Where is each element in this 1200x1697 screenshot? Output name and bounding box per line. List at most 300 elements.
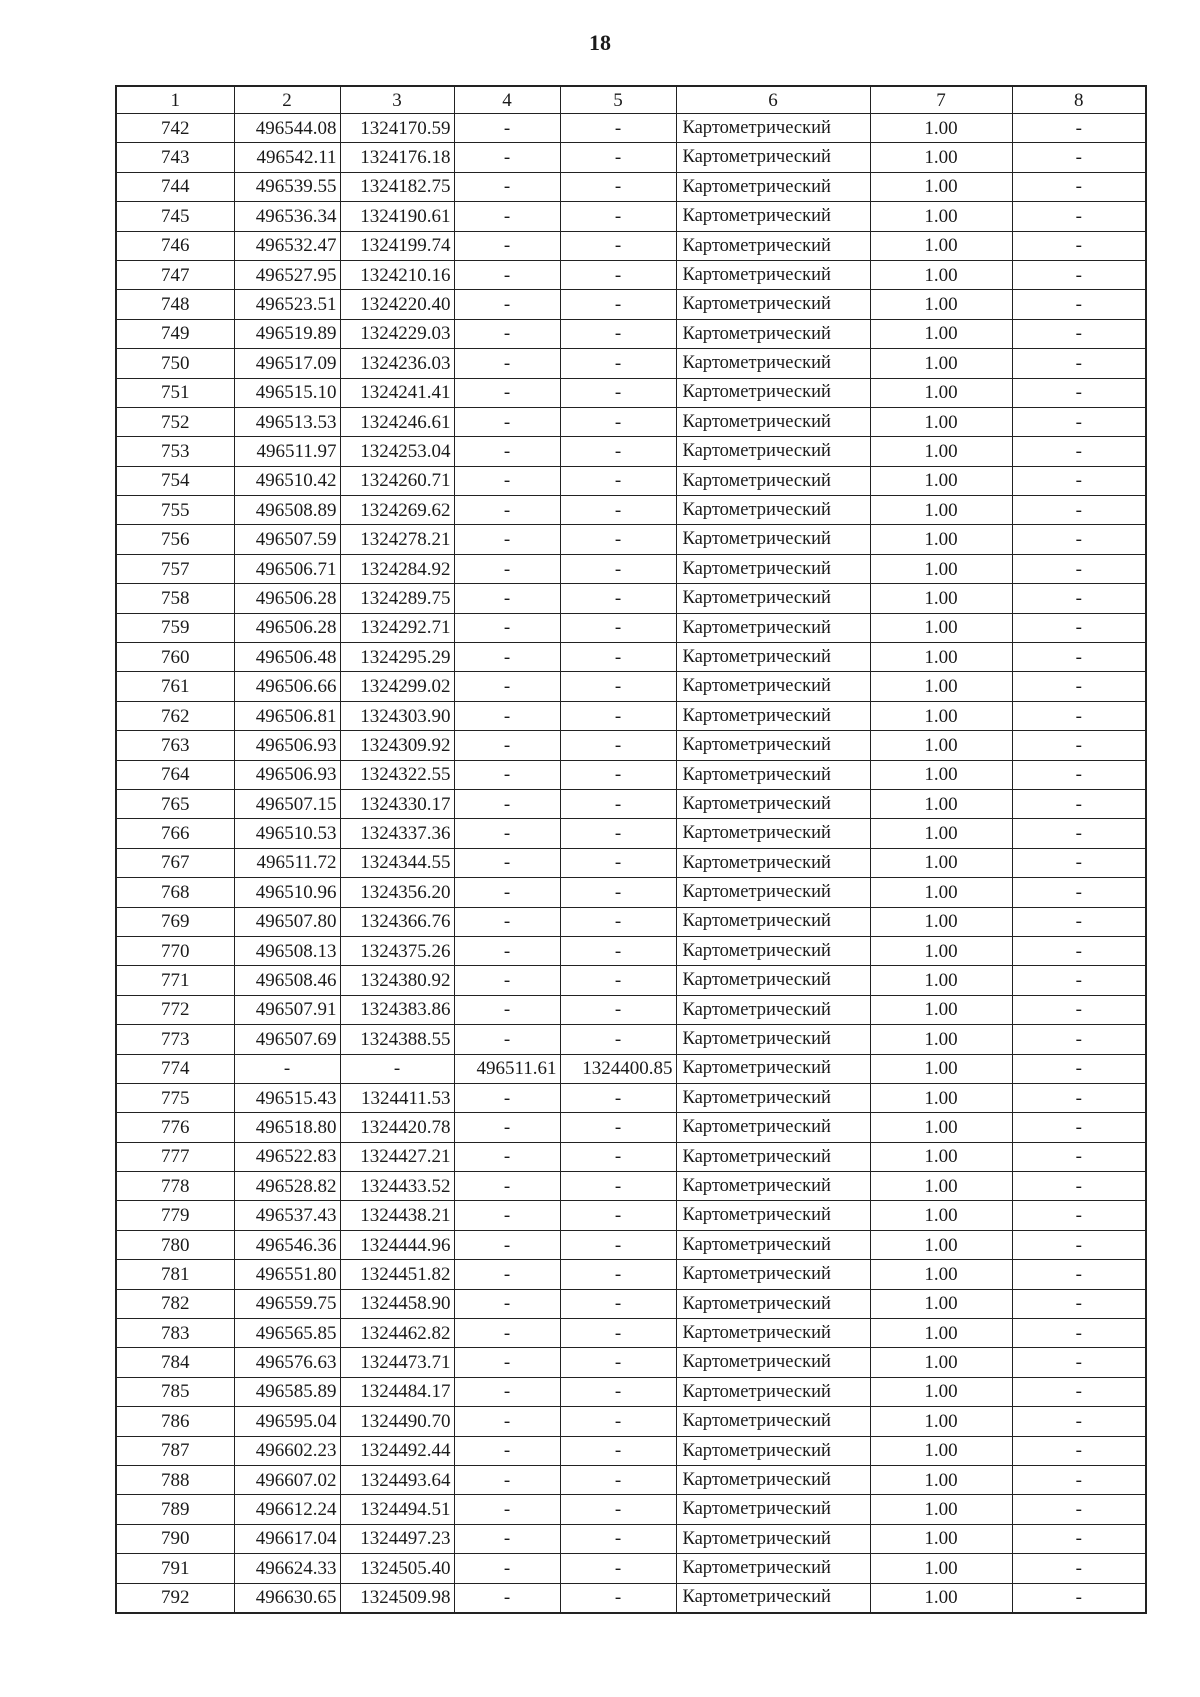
table-cell-col-6: Картометрический bbox=[676, 1201, 870, 1230]
column-header-4: 4 bbox=[454, 86, 560, 114]
table-cell-col-7: 1.00 bbox=[870, 819, 1012, 848]
table-cell-col-3: 1324220.40 bbox=[340, 290, 454, 319]
table-cell-col-2: 496602.23 bbox=[234, 1436, 340, 1465]
table-row bbox=[116, 1201, 1146, 1230]
table-cell-col-3: 1324337.36 bbox=[340, 819, 454, 848]
table-cell-col-2: 496506.28 bbox=[234, 584, 340, 613]
table-cell-col-6: Картометрический bbox=[676, 1054, 870, 1083]
table-cell-col-1: 749 bbox=[116, 319, 234, 348]
table-cell-col-2: 496565.85 bbox=[234, 1319, 340, 1348]
table-cell-col-6: Картометрический bbox=[676, 672, 870, 701]
table-cell-col-2: 496510.42 bbox=[234, 466, 340, 495]
table-row bbox=[116, 731, 1146, 760]
table-row bbox=[116, 789, 1146, 818]
table-cell-col-4: - bbox=[454, 1554, 560, 1583]
table-cell-col-3: 1324444.96 bbox=[340, 1230, 454, 1259]
table-cell-col-5: - bbox=[560, 554, 676, 583]
table-cell-col-3: 1324322.55 bbox=[340, 760, 454, 789]
table-cell-col-8: - bbox=[1012, 1319, 1146, 1348]
table-cell-col-7: 1.00 bbox=[870, 1348, 1012, 1377]
table-cell-col-5: - bbox=[560, 584, 676, 613]
table-cell-col-4: - bbox=[454, 319, 560, 348]
table-cell-col-7: 1.00 bbox=[870, 672, 1012, 701]
table-cell-col-6: Картометрический bbox=[676, 319, 870, 348]
table-cell-col-6: Картометрический bbox=[676, 1583, 870, 1613]
table-row bbox=[116, 1142, 1146, 1171]
column-header-5: 5 bbox=[560, 86, 676, 114]
table-cell-col-2: 496511.72 bbox=[234, 848, 340, 877]
table-cell-col-6: Картометрический bbox=[676, 1436, 870, 1465]
table-cell-col-1: 768 bbox=[116, 878, 234, 907]
table-cell-col-1: 775 bbox=[116, 1083, 234, 1112]
table-cell-col-2: 496506.81 bbox=[234, 701, 340, 730]
table-cell-col-1: 776 bbox=[116, 1113, 234, 1142]
table-cell-col-6: Картометрический bbox=[676, 701, 870, 730]
table-cell-col-3: 1324493.64 bbox=[340, 1465, 454, 1494]
table-cell-col-6: Картометрический bbox=[676, 349, 870, 378]
table-cell-col-7: 1.00 bbox=[870, 1407, 1012, 1436]
table-cell-col-7: 1.00 bbox=[870, 1201, 1012, 1230]
table-cell-col-5: - bbox=[560, 1201, 676, 1230]
table-row bbox=[116, 231, 1146, 260]
table-cell-col-5: - bbox=[560, 202, 676, 231]
table-row bbox=[116, 966, 1146, 995]
table-cell-col-5: - bbox=[560, 437, 676, 466]
table-cell-col-2: 496510.96 bbox=[234, 878, 340, 907]
table-cell-col-2: 496511.97 bbox=[234, 437, 340, 466]
table-cell-col-8: - bbox=[1012, 496, 1146, 525]
table-cell-col-1: 755 bbox=[116, 496, 234, 525]
table-row bbox=[116, 584, 1146, 613]
table-cell-col-4: - bbox=[454, 1583, 560, 1613]
table-cell-col-4: - bbox=[454, 643, 560, 672]
table-cell-col-6: Картометрический bbox=[676, 936, 870, 965]
table-row bbox=[116, 995, 1146, 1024]
table-cell-col-3: 1324509.98 bbox=[340, 1583, 454, 1613]
table-cell-col-5: - bbox=[560, 613, 676, 642]
table-cell-col-5: - bbox=[560, 1377, 676, 1406]
table-cell-col-1: 783 bbox=[116, 1319, 234, 1348]
table-cell-col-3: 1324375.26 bbox=[340, 936, 454, 965]
table-cell-col-8: - bbox=[1012, 819, 1146, 848]
table-header-row bbox=[116, 86, 1146, 114]
table-cell-col-1: 774 bbox=[116, 1054, 234, 1083]
table-cell-col-6: Картометрический bbox=[676, 466, 870, 495]
table-cell-col-1: 784 bbox=[116, 1348, 234, 1377]
table-cell-col-1: 751 bbox=[116, 378, 234, 407]
table-cell-col-3: 1324303.90 bbox=[340, 701, 454, 730]
table-cell-col-1: 746 bbox=[116, 231, 234, 260]
table-cell-col-7: 1.00 bbox=[870, 760, 1012, 789]
table-cell-col-1: 780 bbox=[116, 1230, 234, 1259]
table-cell-col-1: 782 bbox=[116, 1289, 234, 1318]
table-cell-col-6: Картометрический bbox=[676, 554, 870, 583]
table-cell-col-3: 1324199.74 bbox=[340, 231, 454, 260]
table-cell-col-6: Картометрический bbox=[676, 437, 870, 466]
table-cell-col-5: - bbox=[560, 907, 676, 936]
table-cell-col-2: 496537.43 bbox=[234, 1201, 340, 1230]
table-cell-col-6: Картометрический bbox=[676, 1319, 870, 1348]
table-cell-col-2: 496506.48 bbox=[234, 643, 340, 672]
table-cell-col-1: 757 bbox=[116, 554, 234, 583]
table-cell-col-2: 496607.02 bbox=[234, 1465, 340, 1494]
table-cell-col-8: - bbox=[1012, 1201, 1146, 1230]
table-cell-col-1: 786 bbox=[116, 1407, 234, 1436]
table-cell-col-8: - bbox=[1012, 114, 1146, 143]
table-cell-col-8: - bbox=[1012, 936, 1146, 965]
table-cell-col-4: - bbox=[454, 1025, 560, 1054]
table-cell-col-2: 496508.89 bbox=[234, 496, 340, 525]
table-row bbox=[116, 1230, 1146, 1259]
table-cell-col-8: - bbox=[1012, 525, 1146, 554]
table-row bbox=[116, 260, 1146, 289]
table-cell-col-6: Картометрический bbox=[676, 878, 870, 907]
table-cell-col-8: - bbox=[1012, 1465, 1146, 1494]
table-cell-col-5: - bbox=[560, 496, 676, 525]
table-cell-col-8: - bbox=[1012, 1289, 1146, 1318]
table-cell-col-2: 496630.65 bbox=[234, 1583, 340, 1613]
column-header-1: 1 bbox=[116, 86, 234, 114]
table-row bbox=[116, 143, 1146, 172]
table-cell-col-3: 1324433.52 bbox=[340, 1172, 454, 1201]
table-cell-col-3: 1324411.53 bbox=[340, 1083, 454, 1112]
table-cell-col-5: - bbox=[560, 701, 676, 730]
table-cell-col-6: Картометрический bbox=[676, 290, 870, 319]
table-cell-col-8: - bbox=[1012, 1054, 1146, 1083]
table-cell-col-3: 1324451.82 bbox=[340, 1260, 454, 1289]
table-cell-col-1: 743 bbox=[116, 143, 234, 172]
table-row bbox=[116, 1407, 1146, 1436]
table-cell-col-4: - bbox=[454, 1083, 560, 1112]
table-cell-col-5: - bbox=[560, 1495, 676, 1524]
table-cell-col-6: Картометрический bbox=[676, 1172, 870, 1201]
table-cell-col-1: 789 bbox=[116, 1495, 234, 1524]
table-cell-col-5: - bbox=[560, 819, 676, 848]
table-cell-col-8: - bbox=[1012, 672, 1146, 701]
table-cell-col-3: 1324176.18 bbox=[340, 143, 454, 172]
table-cell-col-5: - bbox=[560, 760, 676, 789]
table-cell-col-3: 1324284.92 bbox=[340, 554, 454, 583]
table-cell-col-3: 1324356.20 bbox=[340, 878, 454, 907]
table-row bbox=[116, 114, 1146, 143]
table-cell-col-8: - bbox=[1012, 1142, 1146, 1171]
table-cell-col-6: Картометрический bbox=[676, 496, 870, 525]
table-cell-col-1: 772 bbox=[116, 995, 234, 1024]
table-cell-col-2: 496506.93 bbox=[234, 731, 340, 760]
table-cell-col-8: - bbox=[1012, 760, 1146, 789]
table-cell-col-1: 785 bbox=[116, 1377, 234, 1406]
column-header-6: 6 bbox=[676, 86, 870, 114]
table-cell-col-2: 496517.09 bbox=[234, 349, 340, 378]
table-cell-col-1: 771 bbox=[116, 966, 234, 995]
table-cell-col-6: Картометрический bbox=[676, 1142, 870, 1171]
table-cell-col-4: - bbox=[454, 848, 560, 877]
table-row bbox=[116, 437, 1146, 466]
table-cell-col-5: - bbox=[560, 172, 676, 201]
table-cell-col-1: 760 bbox=[116, 643, 234, 672]
table-cell-col-2: 496536.34 bbox=[234, 202, 340, 231]
table-cell-col-7: 1.00 bbox=[870, 878, 1012, 907]
table-cell-col-6: Картометрический bbox=[676, 378, 870, 407]
table-body bbox=[116, 114, 1146, 1613]
table-cell-col-5: - bbox=[560, 1348, 676, 1377]
table-cell-col-3: 1324366.76 bbox=[340, 907, 454, 936]
table-cell-col-5: - bbox=[560, 995, 676, 1024]
table-cell-col-4: - bbox=[454, 936, 560, 965]
table-row bbox=[116, 1319, 1146, 1348]
table-cell-col-1: 790 bbox=[116, 1524, 234, 1553]
table-cell-col-8: - bbox=[1012, 319, 1146, 348]
table-cell-col-7: 1.00 bbox=[870, 1230, 1012, 1259]
table-cell-col-8: - bbox=[1012, 1377, 1146, 1406]
table-cell-col-6: Картометрический bbox=[676, 613, 870, 642]
table-cell-col-5: - bbox=[560, 1083, 676, 1112]
table-cell-col-2: 496551.80 bbox=[234, 1260, 340, 1289]
table-cell-col-5: - bbox=[560, 349, 676, 378]
table-cell-col-8: - bbox=[1012, 643, 1146, 672]
table-cell-col-7: 1.00 bbox=[870, 848, 1012, 877]
table-cell-col-5: 1324400.85 bbox=[560, 1054, 676, 1083]
table-cell-col-5: - bbox=[560, 1289, 676, 1318]
table-cell-col-1: 758 bbox=[116, 584, 234, 613]
table-cell-col-1: 770 bbox=[116, 936, 234, 965]
table-cell-col-1: 767 bbox=[116, 848, 234, 877]
table-row bbox=[116, 1083, 1146, 1112]
table-cell-col-5: - bbox=[560, 1319, 676, 1348]
table-cell-col-4: - bbox=[454, 202, 560, 231]
table-cell-col-3: 1324278.21 bbox=[340, 525, 454, 554]
table-cell-col-8: - bbox=[1012, 290, 1146, 319]
table-cell-col-8: - bbox=[1012, 1348, 1146, 1377]
table-cell-col-4: - bbox=[454, 554, 560, 583]
table-cell-col-6: Картометрический bbox=[676, 114, 870, 143]
table-cell-col-8: - bbox=[1012, 966, 1146, 995]
table-cell-col-4: - bbox=[454, 995, 560, 1024]
table-cell-col-1: 773 bbox=[116, 1025, 234, 1054]
table-cell-col-2: 496544.08 bbox=[234, 114, 340, 143]
table-cell-col-2: 496515.10 bbox=[234, 378, 340, 407]
table-cell-col-8: - bbox=[1012, 172, 1146, 201]
table-row bbox=[116, 172, 1146, 201]
table-cell-col-7: 1.00 bbox=[870, 1319, 1012, 1348]
table-cell-col-7: 1.00 bbox=[870, 701, 1012, 730]
table-cell-col-7: 1.00 bbox=[870, 995, 1012, 1024]
table-cell-col-8: - bbox=[1012, 907, 1146, 936]
table-cell-col-5: - bbox=[560, 1142, 676, 1171]
table-cell-col-5: - bbox=[560, 1436, 676, 1465]
table-row bbox=[116, 1348, 1146, 1377]
table-cell-col-6: Картометрический bbox=[676, 1025, 870, 1054]
table-cell-col-7: 1.00 bbox=[870, 1436, 1012, 1465]
table-cell-col-5: - bbox=[560, 1025, 676, 1054]
table-cell-col-2: 496612.24 bbox=[234, 1495, 340, 1524]
table-cell-col-3: 1324388.55 bbox=[340, 1025, 454, 1054]
table-cell-col-6: Картометрический bbox=[676, 1524, 870, 1553]
table-cell-col-4: - bbox=[454, 378, 560, 407]
table-cell-col-2: 496510.53 bbox=[234, 819, 340, 848]
column-header-2: 2 bbox=[234, 86, 340, 114]
table-cell-col-2: 496542.11 bbox=[234, 143, 340, 172]
table-row bbox=[116, 407, 1146, 436]
table-cell-col-7: 1.00 bbox=[870, 1465, 1012, 1494]
table-cell-col-7: 1.00 bbox=[870, 466, 1012, 495]
table-cell-col-7: 1.00 bbox=[870, 349, 1012, 378]
table-row bbox=[116, 907, 1146, 936]
table-cell-col-5: - bbox=[560, 114, 676, 143]
table-cell-col-7: 1.00 bbox=[870, 1083, 1012, 1112]
table-row bbox=[116, 554, 1146, 583]
table-cell-col-3: - bbox=[340, 1054, 454, 1083]
table-cell-col-4: 496511.61 bbox=[454, 1054, 560, 1083]
table-cell-col-4: - bbox=[454, 701, 560, 730]
table-cell-col-4: - bbox=[454, 1348, 560, 1377]
table-cell-col-8: - bbox=[1012, 1407, 1146, 1436]
table-cell-col-6: Картометрический bbox=[676, 1377, 870, 1406]
table-cell-col-6: Картометрический bbox=[676, 643, 870, 672]
table-cell-col-8: - bbox=[1012, 1495, 1146, 1524]
table-cell-col-6: Картометрический bbox=[676, 1495, 870, 1524]
table-cell-col-8: - bbox=[1012, 1083, 1146, 1112]
table-cell-col-8: - bbox=[1012, 1436, 1146, 1465]
table-cell-col-7: 1.00 bbox=[870, 643, 1012, 672]
table-cell-col-8: - bbox=[1012, 848, 1146, 877]
table-cell-col-3: 1324380.92 bbox=[340, 966, 454, 995]
table-cell-col-5: - bbox=[560, 1554, 676, 1583]
table-row bbox=[116, 1172, 1146, 1201]
table-cell-col-1: 747 bbox=[116, 260, 234, 289]
table-cell-col-4: - bbox=[454, 407, 560, 436]
table-cell-col-4: - bbox=[454, 349, 560, 378]
table-cell-col-6: Картометрический bbox=[676, 789, 870, 818]
table-cell-col-7: 1.00 bbox=[870, 202, 1012, 231]
table-cell-col-3: 1324292.71 bbox=[340, 613, 454, 642]
table-cell-col-3: 1324170.59 bbox=[340, 114, 454, 143]
table-cell-col-2: 496527.95 bbox=[234, 260, 340, 289]
table-cell-col-5: - bbox=[560, 731, 676, 760]
table-cell-col-1: 745 bbox=[116, 202, 234, 231]
table-cell-col-3: 1324236.03 bbox=[340, 349, 454, 378]
table-cell-col-2: 496513.53 bbox=[234, 407, 340, 436]
table-row bbox=[116, 525, 1146, 554]
table-cell-col-7: 1.00 bbox=[870, 114, 1012, 143]
table-cell-col-1: 765 bbox=[116, 789, 234, 818]
table-cell-col-2: 496507.69 bbox=[234, 1025, 340, 1054]
table-cell-col-2: 496507.59 bbox=[234, 525, 340, 554]
table-cell-col-3: 1324458.90 bbox=[340, 1289, 454, 1318]
table-cell-col-8: - bbox=[1012, 995, 1146, 1024]
table-cell-col-3: 1324492.44 bbox=[340, 1436, 454, 1465]
table-cell-col-2: 496522.83 bbox=[234, 1142, 340, 1171]
table-cell-col-8: - bbox=[1012, 1025, 1146, 1054]
table-cell-col-4: - bbox=[454, 1407, 560, 1436]
table-cell-col-5: - bbox=[560, 672, 676, 701]
table-cell-col-8: - bbox=[1012, 143, 1146, 172]
table-cell-col-5: - bbox=[560, 878, 676, 907]
table-cell-col-4: - bbox=[454, 466, 560, 495]
table-cell-col-5: - bbox=[560, 936, 676, 965]
table-cell-col-4: - bbox=[454, 760, 560, 789]
table-cell-col-4: - bbox=[454, 1260, 560, 1289]
table-cell-col-4: - bbox=[454, 1172, 560, 1201]
table-cell-col-6: Картометрический bbox=[676, 260, 870, 289]
table-cell-col-6: Картометрический bbox=[676, 966, 870, 995]
table-cell-col-8: - bbox=[1012, 1230, 1146, 1259]
table-cell-col-1: 750 bbox=[116, 349, 234, 378]
table-cell-col-5: - bbox=[560, 1407, 676, 1436]
table-cell-col-4: - bbox=[454, 1524, 560, 1553]
table-row bbox=[116, 1524, 1146, 1553]
table-cell-col-2: 496559.75 bbox=[234, 1289, 340, 1318]
table-cell-col-6: Картометрический bbox=[676, 995, 870, 1024]
table-cell-col-6: Картометрический bbox=[676, 407, 870, 436]
table-cell-col-3: 1324269.62 bbox=[340, 496, 454, 525]
table-cell-col-7: 1.00 bbox=[870, 496, 1012, 525]
table-cell-col-2: 496624.33 bbox=[234, 1554, 340, 1583]
table-cell-col-4: - bbox=[454, 878, 560, 907]
table-cell-col-4: - bbox=[454, 789, 560, 818]
table-row bbox=[116, 613, 1146, 642]
table-cell-col-7: 1.00 bbox=[870, 1554, 1012, 1583]
table-row bbox=[116, 672, 1146, 701]
table-cell-col-4: - bbox=[454, 525, 560, 554]
table-cell-col-2: 496519.89 bbox=[234, 319, 340, 348]
table-cell-col-2: 496532.47 bbox=[234, 231, 340, 260]
table-cell-col-3: 1324229.03 bbox=[340, 319, 454, 348]
table-cell-col-2: 496576.63 bbox=[234, 1348, 340, 1377]
table-cell-col-2: 496585.89 bbox=[234, 1377, 340, 1406]
table-row bbox=[116, 1289, 1146, 1318]
table-cell-col-6: Картометрический bbox=[676, 760, 870, 789]
table-cell-col-5: - bbox=[560, 1524, 676, 1553]
table-row bbox=[116, 466, 1146, 495]
table-cell-col-7: 1.00 bbox=[870, 789, 1012, 818]
table-row bbox=[116, 643, 1146, 672]
table-cell-col-4: - bbox=[454, 260, 560, 289]
table-cell-col-3: 1324330.17 bbox=[340, 789, 454, 818]
table-row bbox=[116, 848, 1146, 877]
table-cell-col-4: - bbox=[454, 1319, 560, 1348]
table-cell-col-4: - bbox=[454, 172, 560, 201]
table-cell-col-7: 1.00 bbox=[870, 290, 1012, 319]
table-cell-col-8: - bbox=[1012, 613, 1146, 642]
table-cell-col-7: 1.00 bbox=[870, 231, 1012, 260]
table-row bbox=[116, 819, 1146, 848]
table-cell-col-8: - bbox=[1012, 231, 1146, 260]
table-row bbox=[116, 1436, 1146, 1465]
table-cell-col-8: - bbox=[1012, 1583, 1146, 1613]
table-cell-col-5: - bbox=[560, 407, 676, 436]
table-row bbox=[116, 349, 1146, 378]
table-cell-col-2: 496546.36 bbox=[234, 1230, 340, 1259]
table-cell-col-4: - bbox=[454, 731, 560, 760]
table-cell-col-8: - bbox=[1012, 554, 1146, 583]
table-cell-col-6: Картометрический bbox=[676, 731, 870, 760]
table-cell-col-6: Картометрический bbox=[676, 907, 870, 936]
table-row bbox=[116, 496, 1146, 525]
table-cell-col-4: - bbox=[454, 1142, 560, 1171]
table-cell-col-8: - bbox=[1012, 349, 1146, 378]
table-cell-col-1: 753 bbox=[116, 437, 234, 466]
table-cell-col-4: - bbox=[454, 819, 560, 848]
table-cell-col-2: 496523.51 bbox=[234, 290, 340, 319]
table-cell-col-7: 1.00 bbox=[870, 319, 1012, 348]
table-cell-col-7: 1.00 bbox=[870, 1172, 1012, 1201]
table-cell-col-1: 759 bbox=[116, 613, 234, 642]
table-cell-col-1: 762 bbox=[116, 701, 234, 730]
table-cell-col-5: - bbox=[560, 525, 676, 554]
table-cell-col-4: - bbox=[454, 437, 560, 466]
table-row bbox=[116, 1377, 1146, 1406]
